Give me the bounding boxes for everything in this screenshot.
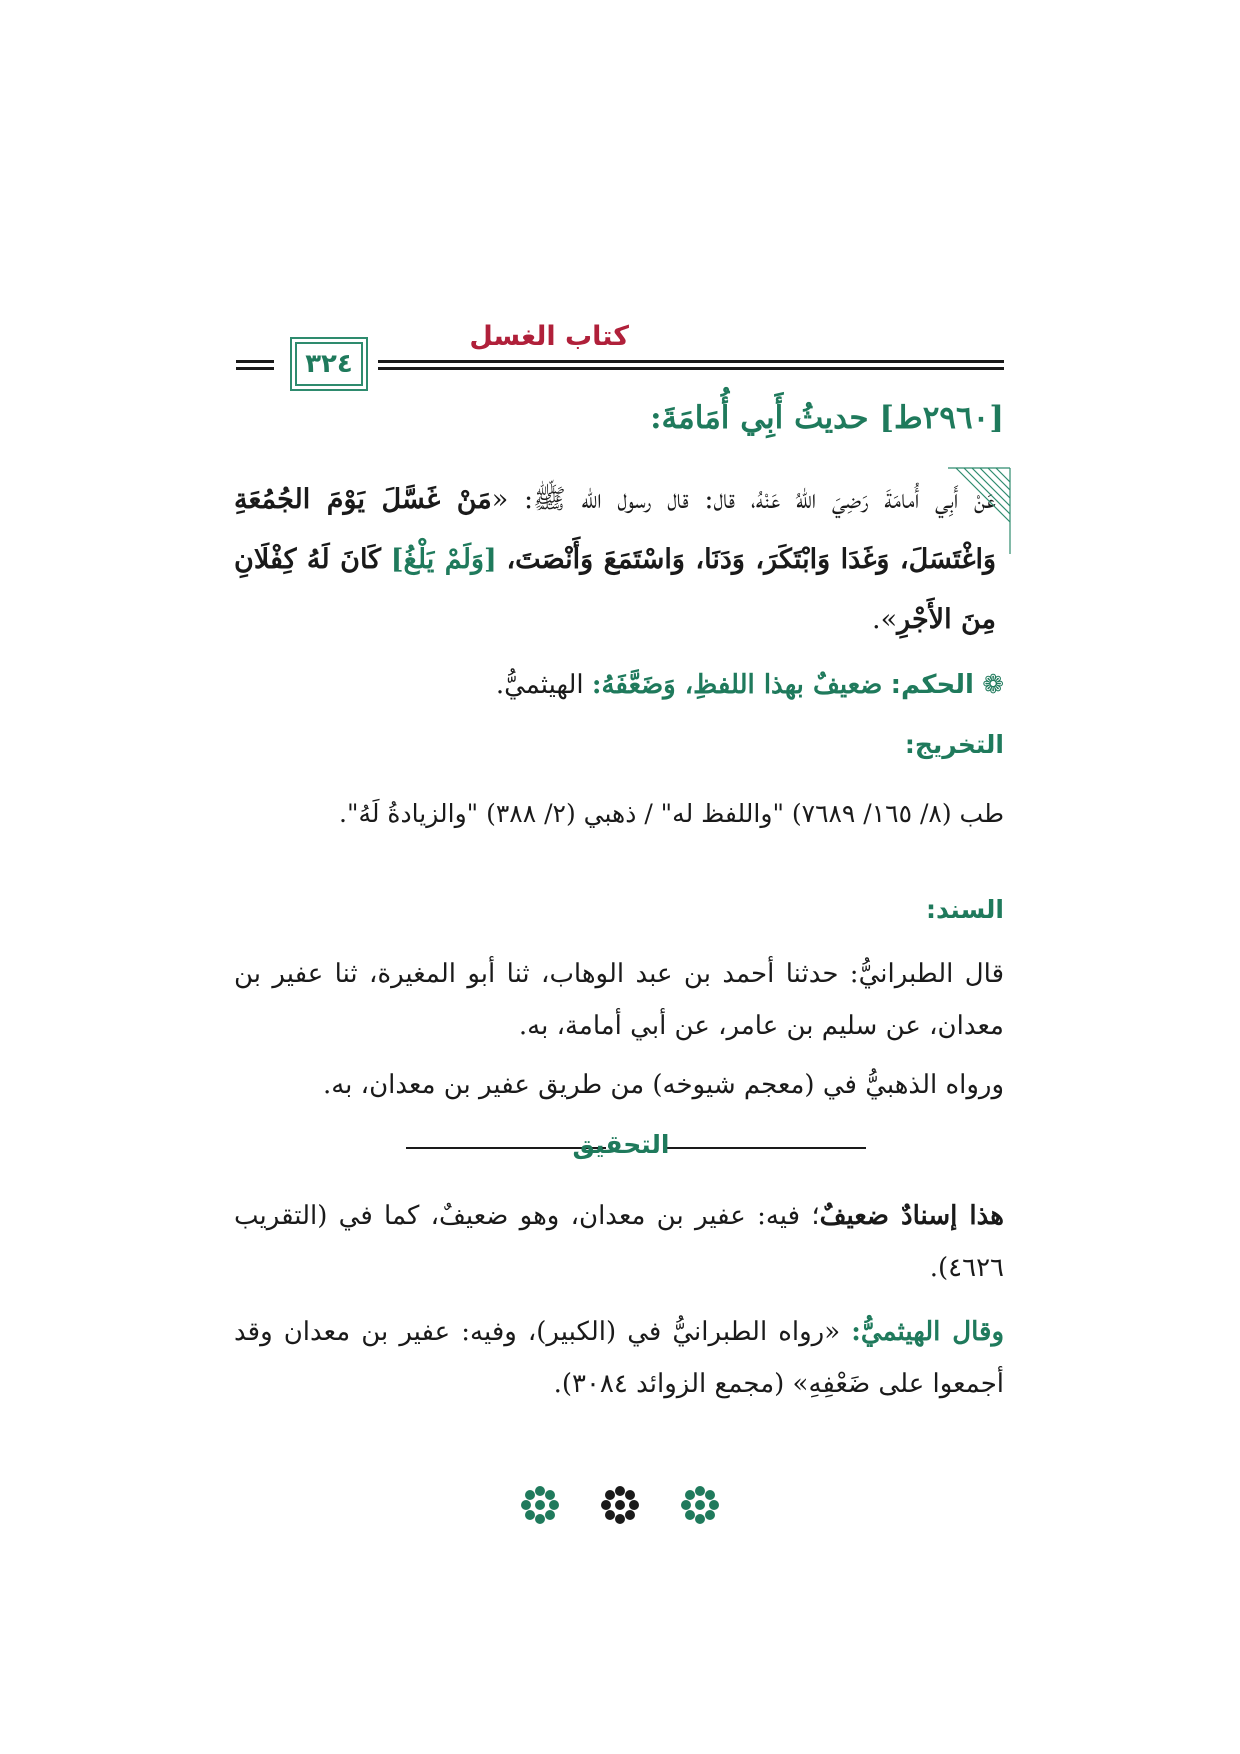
hadith-addition: [وَلَمْ يَلْغُ] xyxy=(390,544,497,575)
ruling-label: الحكم: xyxy=(890,670,974,700)
hadith-closing: ». xyxy=(871,604,898,635)
tahqiq-paragraph: هذا إسنادٌ ضعيفٌ؛ فيه: عفير بن معدان، وهو ضعيفٌ، كما في (التقريب ٤٦٢٦). xyxy=(234,1201,1005,1283)
book-title: كتاب الغسل xyxy=(469,321,629,352)
corner-ornament-icon xyxy=(948,466,1012,556)
sanad-paragraph: قال الطبرانيُّ: حدثنا أحمد بن عبد الوهاب، ثنا أبو المغيرة، ثنا عفير بن معدان، عن سليم بن عامر، عن أبي أمامة، به. xyxy=(234,959,1004,1041)
page-number-badge: ٣٢٤ xyxy=(295,342,363,386)
flower-icon: ❁ xyxy=(982,670,1004,700)
tahqiq-divider xyxy=(236,1128,1006,1168)
hadith-matn: مَنْ غَسَّلَ يَوْمَ الجُمُعَةِ وَاغْتَسَلَ، وَغَدَا وَابْتَكَرَ، وَدَنَا، وَاسْتَمَعَ وَأَنْصَتَ، xyxy=(234,484,996,575)
flower-ornament-icon xyxy=(680,1485,720,1525)
haythami-label: وقال الهيثميُّ: xyxy=(851,1317,1005,1347)
ruling-verdict: ضعيفٌ بهذا اللفظِ، وَضَعَّفَهُ: xyxy=(591,670,883,700)
end-ornaments xyxy=(520,1485,720,1525)
page-header xyxy=(236,315,1004,385)
sanad-paragraph: ورواه الذهبيُّ في (معجم شيوخه) من طريق عفير بن معدان، به. xyxy=(322,1070,1004,1100)
hadith-matn: كَانَ لَهُ كِفْلَانِ مِنَ الأَجْرِ xyxy=(234,544,996,635)
hadith-text-block xyxy=(234,470,1004,650)
hadith-intro: عَنْ أَبِي أُمامَةَ رَضِيَ اللهُ عَنْهُ، قال: قال رسول الله ﷺ: « xyxy=(491,484,996,515)
takhrij-text: طب (٨/ ١٦٥/ ٧٦٨٩) "واللفظ له" / ذهبي (٢/ ٣٨٨) "والزيادةُ لَهُ". xyxy=(339,799,1004,828)
ruling-by: الهيثميُّ. xyxy=(495,670,584,700)
ruling-line xyxy=(234,670,1004,700)
tahqiq-paragraph: وقال الهيثميُّ: «رواه الطبرانيُّ في (الكبير)، وفيه: عفير بن معدان وقد أجمعوا على ضَعْفِهِ» (مجمع الزوائد ٣٠٨٤). xyxy=(234,1317,1005,1399)
flower-ornament-icon xyxy=(600,1485,640,1525)
sanad-heading: السند: xyxy=(925,895,1004,924)
tahqiq-heading: التحقيق xyxy=(572,1130,670,1159)
section-title: [٢٩٦٠ط] حديثُ أَبِي أُمَامَةَ: xyxy=(650,400,1004,436)
takhrij-heading: التخريج: xyxy=(904,730,1004,759)
flower-ornament-icon xyxy=(520,1485,560,1525)
tahqiq-verdict: هذا إسنادٌ ضعيفٌ xyxy=(819,1201,1005,1231)
